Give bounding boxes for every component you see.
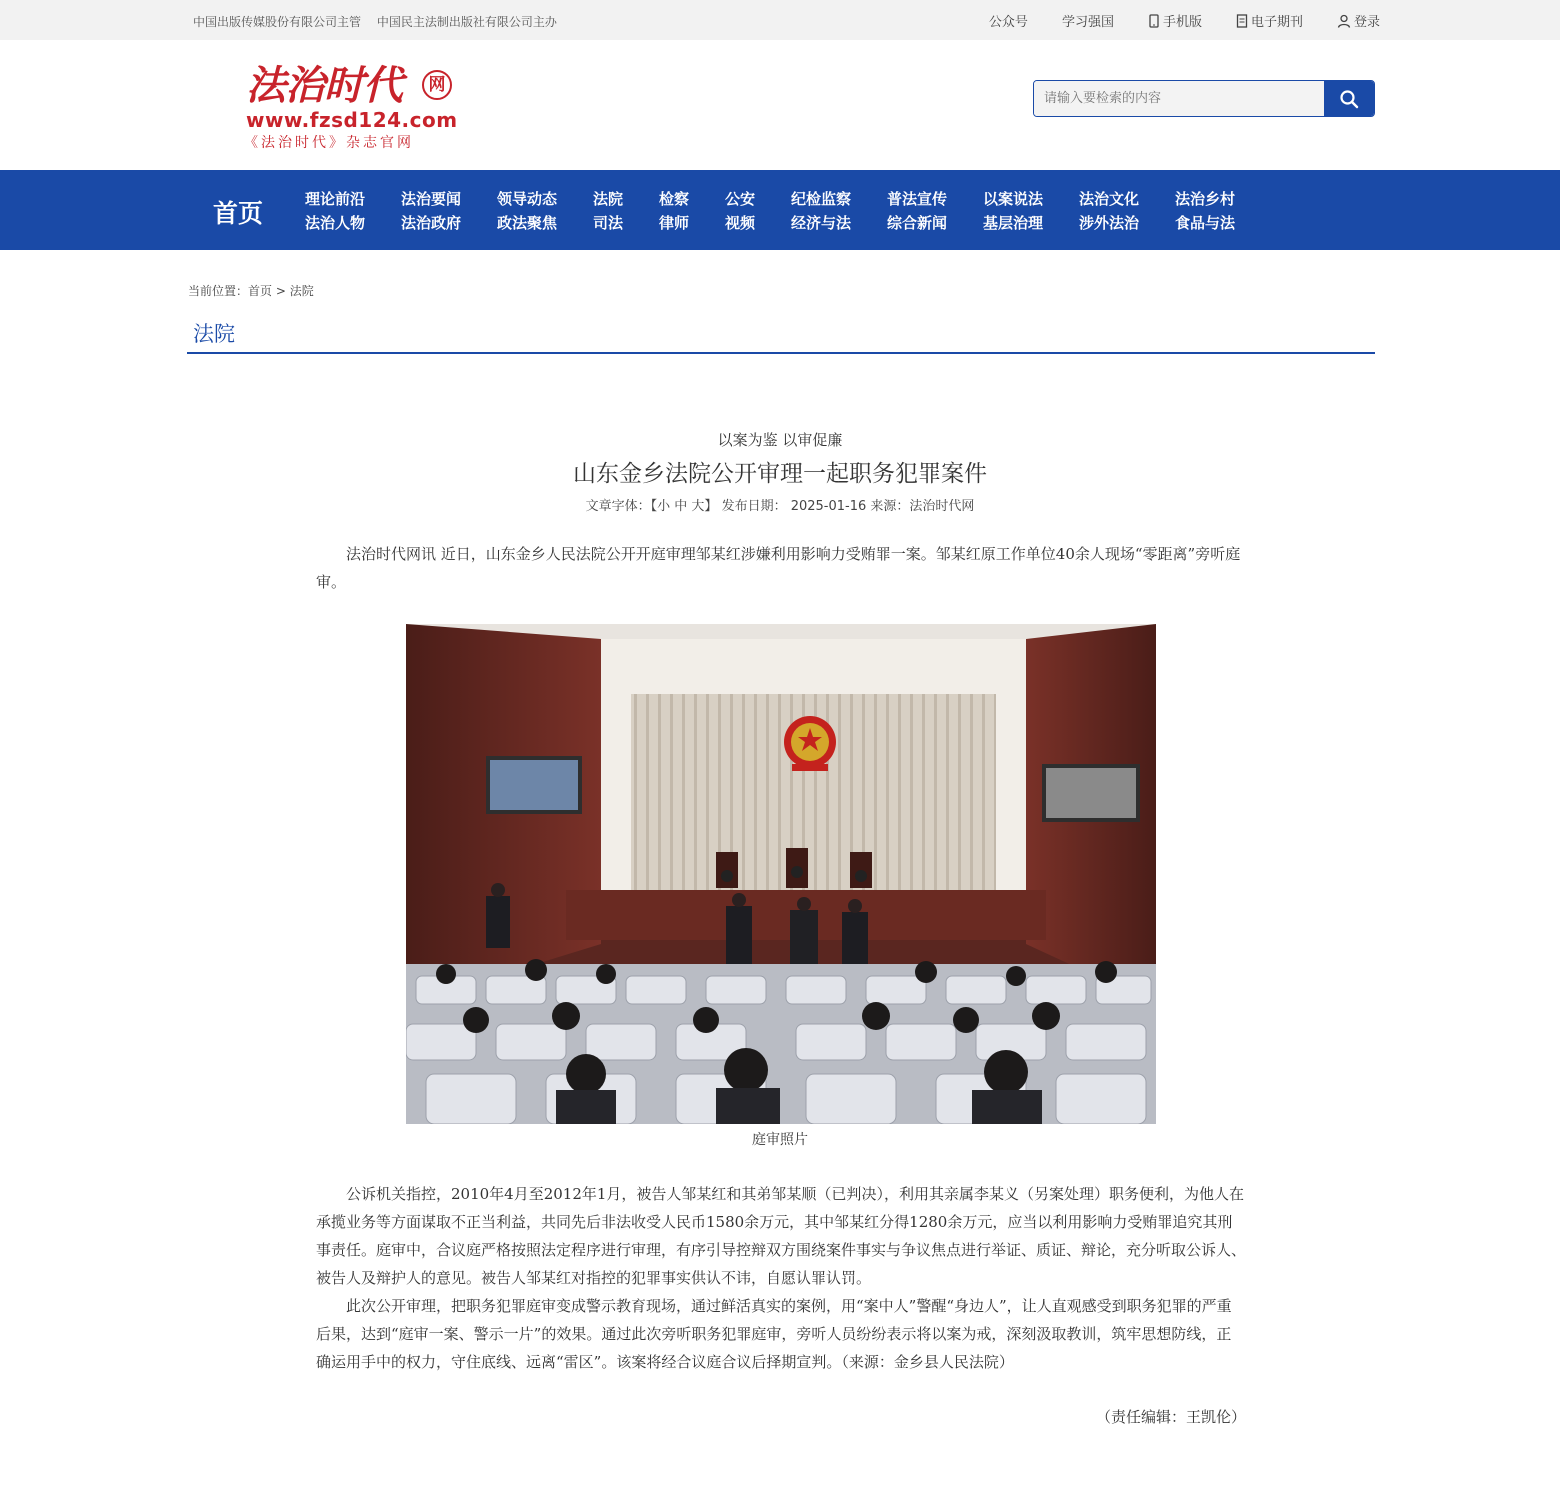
nav-column <box>497 187 557 235</box>
search-input[interactable] <box>1034 81 1324 116</box>
nav-item[interactable]: 政法聚焦 <box>497 214 558 232</box>
nav-column <box>1175 187 1235 235</box>
phone-icon <box>1148 14 1160 28</box>
nav-item[interactable]: 法治要闻 <box>401 190 462 208</box>
nav-column <box>887 187 947 235</box>
nav-item[interactable]: 经济与法 <box>791 214 852 232</box>
courtroom-photo <box>406 624 1156 1124</box>
breadcrumb-home[interactable]: 首页 <box>248 284 273 298</box>
wechat-label: 公众号 <box>988 15 1028 30</box>
article-paragraph: 此次公开审理，把职务犯罪庭审变成警示教育现场，通过鲜活真实的案例，用“案中人”警醒“身边人”，让人直观感受到职务犯罪的严重后果，达到“庭审一案、警示一片”的效果。通过此次旁听职务犯罪庭审，旁听人员纷纷表示将以案为戒，深刻汲取教训，筑牢思想防线，正确运用手中的权力，守住底线、远离“雷区”。该案将经合议庭合议后择期宣判。（来源：金乡县人民法院） <box>316 1297 1232 1371</box>
article-paragraph: 公诉机关指控，2010年4月至2012年1月，被告人邹某红和其弟邹某顺（已判决），利用其亲属李某义（另案处理）职务便利，为他人在承揽业务等方面谋取不正当利益，共同先后非法收受人民币1580余万元，其中邹某红分得1280余万元，应当以利用影响力受贿罪追究其刑事责任。庭审中，合议庭严格按照法定程序进行审理，有序引导控辩双方围绕案件事实与争议焦点进行举证、质证、辩论，充分听取公诉人、被告人及辩护人的意见。被告人邹某红对指控的犯罪事实供认不讳，自愿认罪认罚。 <box>316 1185 1247 1287</box>
search-button[interactable] <box>1324 81 1374 116</box>
nav-item[interactable]: 综合新闻 <box>887 214 948 232</box>
nav-item[interactable]: 司法 <box>593 214 624 232</box>
section-title: 法院 <box>193 322 235 346</box>
wechat-link[interactable] <box>989 11 1028 30</box>
nav-item[interactable]: 法治文化 <box>1079 190 1140 208</box>
nav-item[interactable]: 法治乡村 <box>1175 190 1236 208</box>
nav-column <box>791 187 851 235</box>
nav-item[interactable]: 律师 <box>659 214 690 232</box>
mobile-link[interactable] <box>1148 11 1202 30</box>
nav-column <box>659 187 689 235</box>
site-logo[interactable] <box>244 54 458 154</box>
section-divider <box>187 352 1375 354</box>
font-medium-button[interactable]: 中 <box>674 499 688 514</box>
epaper-label: 电子期刊 <box>1250 15 1303 30</box>
top-bar <box>0 0 1560 40</box>
sponsor-info <box>193 13 569 30</box>
logo-badge: 网 <box>422 70 452 100</box>
article-source: 来源：法治时代网 <box>870 499 975 514</box>
responsible-editor: （责任编辑：王凯伦） <box>1095 1408 1246 1426</box>
user-icon <box>1337 14 1351 28</box>
article-subtitle: 以案为鉴 以审促廉 <box>717 431 843 449</box>
nav-item[interactable]: 领导动态 <box>497 190 558 208</box>
font-large-button[interactable]: 大 <box>691 499 705 514</box>
font-small-button[interactable]: 小 <box>657 499 671 514</box>
logo-url: www.fzsd124.com <box>246 108 458 132</box>
font-size-label: 文章字体：【 <box>585 499 658 514</box>
nav-column <box>593 187 623 235</box>
nav-item[interactable]: 视频 <box>725 214 756 232</box>
courtroom-image <box>406 624 1156 1124</box>
search-icon <box>1339 89 1359 109</box>
site-header <box>0 40 1560 170</box>
nav-item[interactable]: 检察 <box>659 190 690 208</box>
nav-item[interactable]: 理论前沿 <box>305 190 366 208</box>
breadcrumb-prefix: 当前位置： <box>188 284 249 298</box>
sponsor-organizer: 中国民主法制出版社有限公司主办 <box>376 15 557 29</box>
nav-item[interactable]: 基层治理 <box>983 214 1044 232</box>
xuexi-link[interactable] <box>1062 11 1114 30</box>
breadcrumb-current[interactable]: 法院 <box>289 284 314 298</box>
photo-caption: 庭审照片 <box>752 1132 808 1148</box>
nav-item[interactable]: 普法宣传 <box>887 190 948 208</box>
login-label: 登录 <box>1353 15 1380 30</box>
logo-slogan: 《法治时代》杂志官网 <box>244 135 414 151</box>
top-links <box>955 11 1380 30</box>
nav-home[interactable]: 首页 <box>213 199 264 228</box>
mobile-label: 手机版 <box>1162 15 1202 30</box>
main-nav <box>0 170 1560 250</box>
nav-item[interactable]: 法治人物 <box>305 214 366 232</box>
search-box <box>1033 80 1375 117</box>
article-title: 山东金乡法院公开审理一起职务犯罪案件 <box>573 461 987 487</box>
logo-name: 法治时代 <box>246 62 402 109</box>
article-paragraph: 法治时代网讯 近日，山东金乡人民法院公开开庭审理邹某红涉嫌利用影响力受贿罪一案。邹某红原工作单位40余人现场“零距离”旁听庭审。 <box>316 545 1241 591</box>
nav-item[interactable]: 公安 <box>725 190 756 208</box>
breadcrumb <box>188 282 314 299</box>
nav-item[interactable]: 纪检监察 <box>791 190 852 208</box>
epaper-link[interactable] <box>1236 11 1303 30</box>
login-link[interactable] <box>1337 11 1380 30</box>
sponsor-supervisor: 中国出版传媒股份有限公司主管 <box>193 15 362 29</box>
article-meta <box>0 495 1560 514</box>
nav-item[interactable]: 法治政府 <box>401 214 462 232</box>
document-icon <box>1236 14 1248 28</box>
nav-column <box>983 187 1043 235</box>
nav-column <box>1079 187 1139 235</box>
nav-item[interactable]: 食品与法 <box>1175 214 1236 232</box>
publish-date: 发布日期： 2025-01-16 <box>721 499 867 514</box>
xuexi-label: 学习强国 <box>1061 15 1114 30</box>
nav-item[interactable]: 法院 <box>593 190 624 208</box>
nav-column <box>725 187 755 235</box>
nav-column <box>305 187 365 235</box>
nav-column <box>401 187 461 235</box>
font-size-label-end: 】 <box>704 499 718 514</box>
breadcrumb-separator: > <box>272 284 290 298</box>
nav-item[interactable]: 以案说法 <box>983 190 1044 208</box>
nav-item[interactable]: 涉外法治 <box>1079 214 1140 232</box>
